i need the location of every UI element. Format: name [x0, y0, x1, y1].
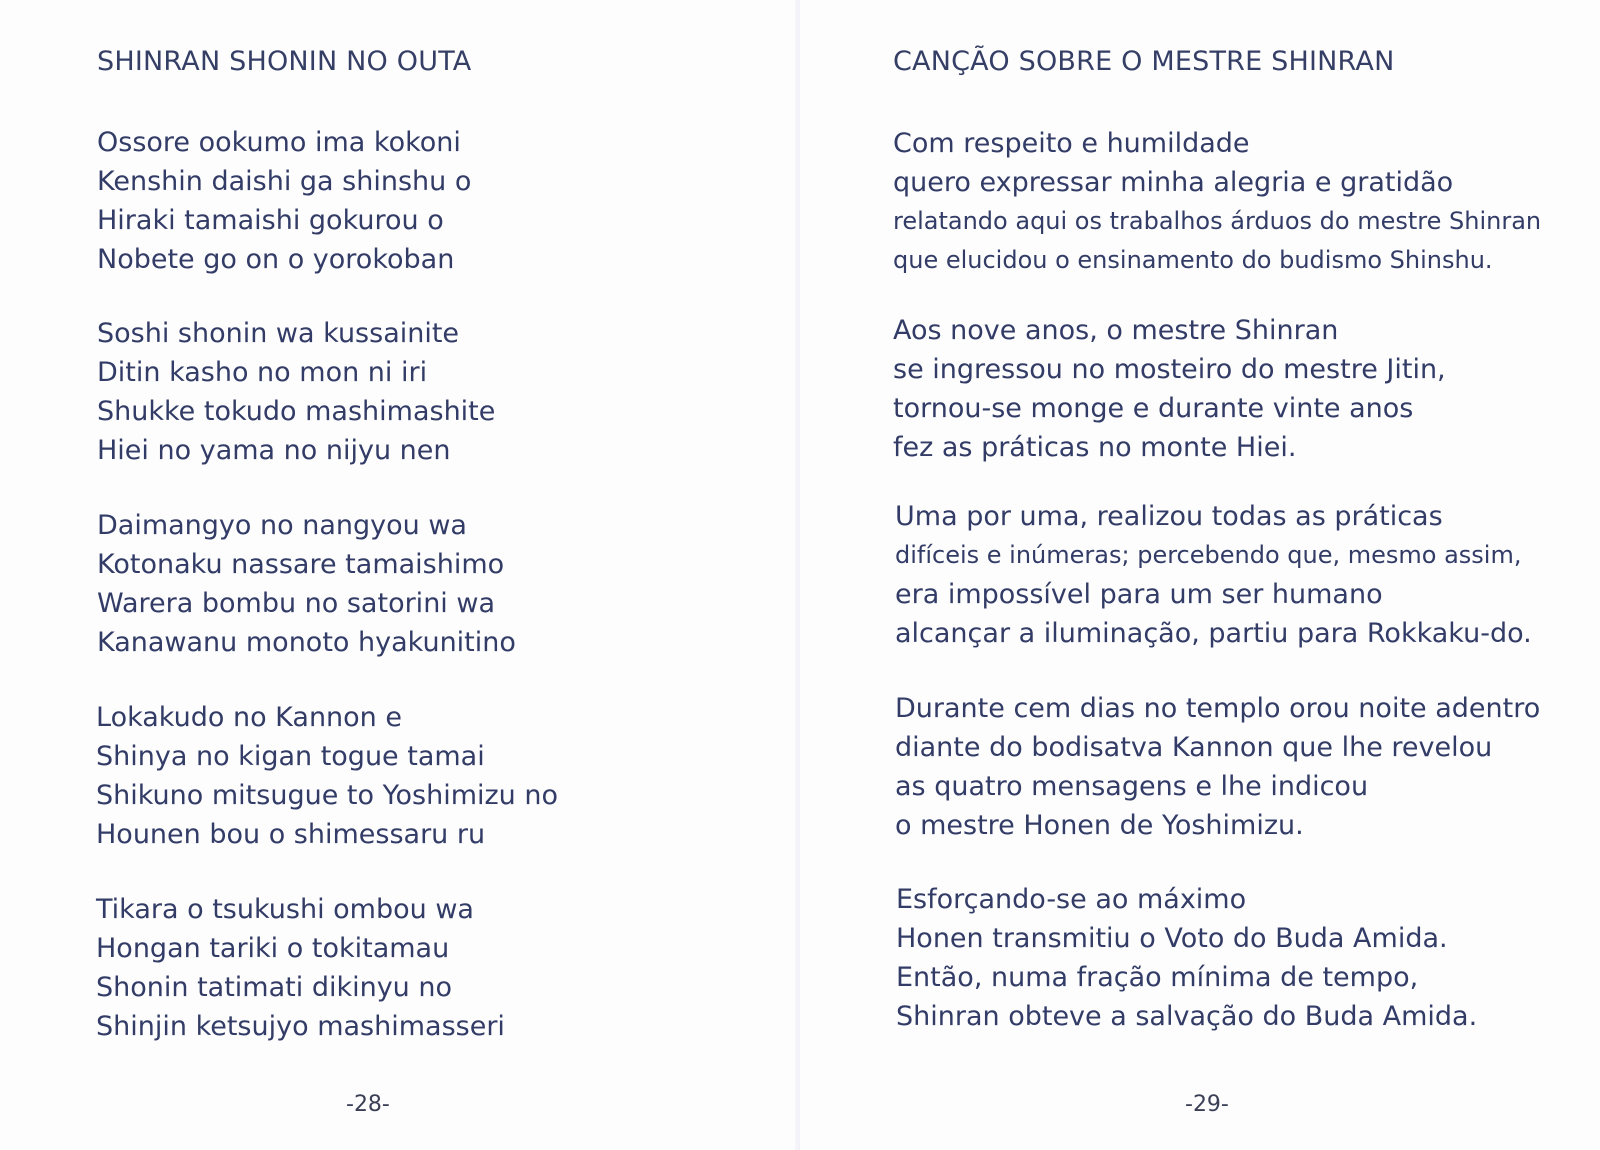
verse-line: Daimangyo no nangyou wa	[97, 510, 467, 541]
left-stanza-1	[97, 123, 471, 279]
left-page-title: SHINRAN SHONIN NO OUTA	[97, 46, 472, 77]
verse-line: Ditin kasho no mon ni iri	[97, 357, 428, 388]
right-stanza-5	[896, 880, 1477, 1036]
verse-line: Shukke tokudo mashimashite	[97, 396, 496, 427]
verse-line: se ingressou no mosteiro do mestre Jitin,	[893, 354, 1446, 385]
verse-line: fez as práticas no monte Hiei.	[893, 432, 1297, 463]
verse-line: Shinjin ketsujyo mashimasseri	[96, 1011, 505, 1042]
left-stanza-2	[97, 314, 495, 470]
verse-line: Tikara o tsukushi ombou wa	[96, 894, 474, 925]
verse-line: Lokakudo no Kannon e	[96, 702, 402, 733]
verse-line: Nobete go on o yorokoban	[97, 244, 455, 275]
verse-line: Hounen bou o shimessaru ru	[96, 819, 486, 850]
verse-line: Shinya no kigan togue tamai	[96, 741, 485, 772]
verse-line: que elucidou o ensinamento do budismo Shinshu.	[893, 246, 1493, 274]
verse-line: diante do bodisatva Kannon que lhe revelou	[895, 732, 1493, 763]
verse-line: Hiei no yama no nijyu nen	[97, 435, 451, 466]
right-stanza-4	[895, 689, 1540, 845]
verse-line: Kanawanu monoto hyakunitino	[97, 627, 516, 658]
right-stanza-2	[893, 311, 1446, 467]
verse-line: Hongan tariki o tokitamau	[96, 933, 450, 964]
verse-line: Hiraki tamaishi gokurou o	[97, 205, 444, 236]
verse-line: Kenshin daishi ga shinshu o	[97, 166, 472, 197]
verse-line: quero expressar minha alegria e gratidão	[893, 167, 1454, 198]
right-stanza-3	[895, 497, 1532, 653]
left-stanza-3	[97, 506, 516, 662]
verse-line: difíceis e inúmeras; percebendo que, mesmo assim,	[895, 541, 1522, 569]
verse-line: Aos nove anos, o mestre Shinran	[893, 315, 1339, 346]
right-page	[800, 0, 1600, 1150]
verse-line: Ossore ookumo ima kokoni	[97, 127, 461, 158]
verse-line: tornou-se monge e durante vinte anos	[893, 393, 1414, 424]
verse-line: as quatro mensagens e lhe indicou	[895, 771, 1369, 802]
verse-line: Shonin tatimati dikinyu no	[96, 972, 453, 1003]
verse-line: Então, numa fração mínima de tempo,	[896, 962, 1419, 993]
verse-line: alcançar a iluminação, partiu para Rokkaku-do.	[895, 618, 1532, 649]
page-number: -29-	[1185, 1092, 1229, 1117]
right-stanza-1	[893, 124, 1541, 280]
verse-line: Warera bombu no satorini wa	[97, 588, 496, 619]
verse-line: Durante cem dias no templo orou noite adentro	[895, 693, 1541, 724]
verse-line: Uma por uma, realizou todas as práticas	[895, 501, 1443, 532]
verse-line: Com respeito e humildade	[893, 128, 1250, 159]
verse-line: era impossível para um ser humano	[895, 579, 1383, 610]
verse-line: Soshi shonin wa kussainite	[97, 318, 460, 349]
verse-line: relatando aqui os trabalhos árduos do mestre Shinran	[893, 207, 1542, 235]
verse-line: Esforçando-se ao máximo	[896, 884, 1247, 915]
verse-line: Shikuno mitsugue to Yoshimizu no	[96, 780, 558, 811]
left-stanza-4	[96, 698, 558, 854]
verse-line: Shinran obteve a salvação do Buda Amida.	[896, 1001, 1478, 1032]
verse-line: Honen transmitiu o Voto do Buda Amida.	[896, 923, 1448, 954]
verse-line: Kotonaku nassare tamaishimo	[97, 549, 505, 580]
right-page-title: CANÇÃO SOBRE O MESTRE SHINRAN	[893, 46, 1395, 77]
page-number: -28-	[346, 1092, 390, 1117]
verse-line: o mestre Honen de Yoshimizu.	[895, 810, 1304, 841]
left-stanza-5	[96, 890, 505, 1046]
